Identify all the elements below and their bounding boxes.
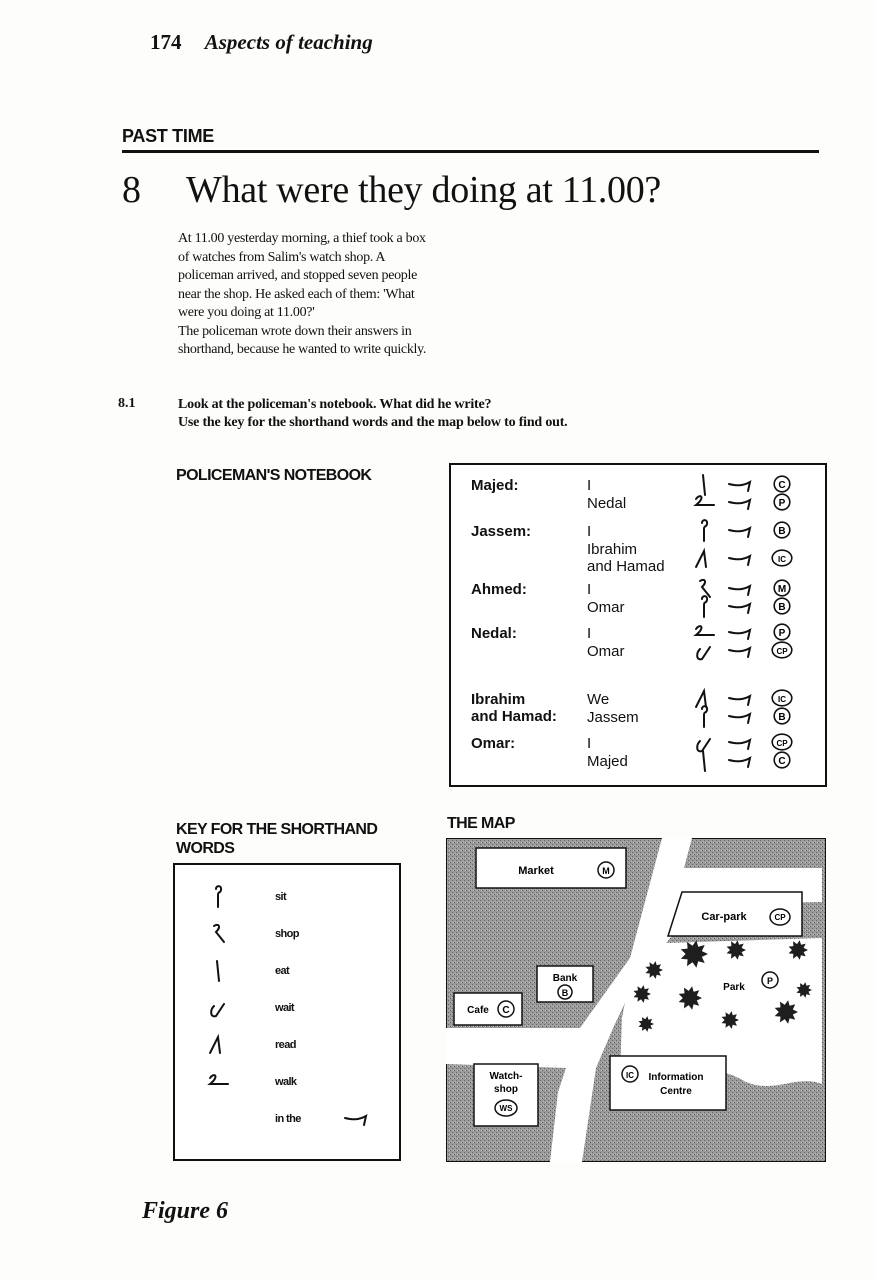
shorthand-walk-icon: [205, 1070, 231, 1094]
key-word: sit: [275, 891, 287, 903]
information-centre-building: [610, 1056, 726, 1110]
shorthand-note: [691, 749, 811, 771]
subject: I: [587, 523, 592, 540]
key-word: read: [275, 1039, 296, 1051]
cafe-code: C: [502, 1005, 510, 1016]
key-item: [175, 1033, 399, 1061]
subject: We: [587, 691, 610, 708]
intro-line: of watches from Salim's watch shop. A: [178, 249, 386, 265]
shorthand-eat-icon: [205, 959, 231, 983]
in-the-arrow-icon: [727, 497, 753, 511]
exercise-number: 8.1: [118, 396, 136, 411]
svg-text:CP: CP: [776, 647, 788, 656]
subject: Ibrahim and Hamad: [587, 541, 665, 575]
book-section-title: Aspects of teaching: [204, 30, 373, 54]
shorthand-sit-icon: [205, 885, 231, 909]
shorthand-sit-icon: [691, 519, 717, 543]
key-item: [175, 959, 399, 987]
watch-shop-code: WS: [499, 1104, 513, 1113]
key-word: walk: [275, 1076, 297, 1088]
car-park-code: CP: [774, 913, 786, 922]
unit-number: 8: [122, 169, 141, 211]
shorthand-shop-icon: [205, 922, 231, 946]
key-word: wait: [275, 1002, 294, 1014]
information-centre-label-2: Centre: [660, 1086, 692, 1097]
intro-line: policeman arrived, and stopped seven people: [178, 268, 418, 283]
in-the-arrow-icon: [727, 553, 753, 567]
intro-line: near the shop. He asked each of them: 'What: [178, 286, 415, 302]
subject: I: [587, 735, 592, 752]
key-word: eat: [275, 965, 290, 977]
shorthand-note: [691, 595, 811, 617]
svg-text:B: B: [778, 526, 786, 537]
key-word: shop: [275, 928, 299, 940]
park-label: Park: [723, 982, 745, 993]
shorthand-read-icon: [691, 547, 717, 571]
svg-text:C: C: [778, 756, 786, 767]
subject: Omar: [587, 599, 625, 616]
witness-name: Omar:: [471, 735, 516, 752]
svg-text:IC: IC: [778, 555, 786, 564]
key-item: [175, 885, 399, 913]
key-item: [175, 1070, 399, 1098]
key-heading: KEY FOR THE SHORTHAND WORDS: [176, 821, 378, 857]
park-code: P: [766, 976, 774, 986]
intro-line: At 11.00 yesterday morning, a thief took a box: [178, 231, 426, 246]
figure-label: Figure 6: [142, 1198, 229, 1224]
information-centre-label-1: Information: [648, 1072, 704, 1083]
intro-line: shorthand, because he wanted to write quickly.: [178, 342, 427, 357]
cafe-label: Cafe: [467, 1005, 489, 1016]
shorthand-wait-icon: [205, 996, 231, 1020]
witness-name: Majed:: [471, 477, 519, 494]
subject: Jassem: [587, 709, 639, 726]
shorthand-note: [691, 705, 811, 727]
shorthand-key: [173, 863, 401, 1161]
watch-shop-label-2: shop: [494, 1084, 518, 1095]
place-b-icon: [773, 521, 791, 539]
key-item: [175, 922, 399, 950]
instruction-line: Use the key for the shorthand words and the map below to find out.: [178, 415, 568, 430]
in-the-arrow-icon: [727, 525, 753, 539]
subject: I: [587, 477, 592, 494]
town-map: [446, 838, 826, 1162]
exercise-instructions: [178, 396, 567, 432]
intro-line: The policeman wrote down their answers in: [178, 323, 412, 339]
car-park-label: Car-park: [701, 911, 747, 923]
place-c-icon: [773, 751, 791, 769]
witness-name: Nedal:: [471, 625, 517, 642]
intro-paragraph: [178, 230, 508, 360]
section-divider: [122, 150, 819, 153]
in-the-arrow-icon: [727, 601, 753, 615]
in-the-arrow-icon: [727, 645, 753, 659]
place-p-icon: [773, 493, 791, 511]
shorthand-read-icon: [205, 1033, 231, 1057]
place-b-icon: [773, 707, 791, 725]
shorthand-note: [691, 639, 811, 661]
market-label: Market: [518, 865, 554, 877]
subject: Omar: [587, 643, 625, 660]
svg-text:M: M: [777, 584, 787, 595]
witness-name: Ibrahim and Hamad:: [471, 691, 557, 725]
svg-text:B: B: [778, 602, 786, 613]
watch-shop-label-1: Watch-: [489, 1071, 523, 1082]
page-number: 174: [150, 30, 182, 54]
witness-name: Jassem:: [471, 523, 532, 540]
subject: I: [587, 581, 592, 598]
map-heading: THE MAP: [447, 815, 515, 832]
svg-text:CP: CP: [776, 739, 788, 748]
place-b-icon: [773, 597, 791, 615]
shorthand-note: [691, 547, 811, 569]
subject: Majed: [587, 753, 628, 770]
unit-title: What were they doing at 11.00?: [186, 169, 661, 211]
svg-text:B: B: [778, 712, 786, 723]
key-item: [175, 996, 399, 1024]
witness-name: Ahmed:: [471, 581, 527, 598]
shorthand-walk-icon: [691, 491, 717, 515]
notebook-heading: POLICEMAN'S NOTEBOOK: [176, 467, 372, 484]
shorthand-sit-icon: [691, 595, 717, 619]
key-item: [175, 1107, 399, 1135]
place-cp-icon: [771, 641, 793, 659]
intro-line: were you doing at 11.00?': [178, 305, 315, 320]
policeman-notebook: [449, 463, 827, 787]
market-code: M: [602, 866, 610, 876]
shorthand-note: [691, 491, 811, 513]
svg-text:P: P: [778, 498, 786, 509]
shorthand-eat-icon: [691, 749, 717, 773]
information-centre-code: IC: [626, 1071, 634, 1080]
in-the-arrow-icon: [343, 1113, 369, 1127]
bank-code: B: [561, 988, 569, 998]
shorthand-sit-icon: [691, 705, 717, 729]
running-head: [150, 30, 373, 55]
bank-label: Bank: [552, 973, 578, 984]
subject: I: [587, 625, 592, 642]
svg-text:C: C: [778, 480, 786, 491]
key-word: in the: [275, 1113, 301, 1125]
subject: Nedal: [587, 495, 627, 512]
shorthand-wait-icon: [691, 639, 717, 663]
svg-text:IC: IC: [778, 695, 786, 704]
shorthand-note: [691, 519, 811, 541]
section-label: PAST TIME: [122, 126, 214, 146]
in-the-arrow-icon: [727, 755, 753, 769]
in-the-arrow-icon: [727, 711, 753, 725]
place-ic-icon: [771, 549, 793, 567]
svg-text:P: P: [778, 628, 786, 639]
instruction-line: Look at the policeman's notebook. What did he write?: [178, 397, 492, 412]
